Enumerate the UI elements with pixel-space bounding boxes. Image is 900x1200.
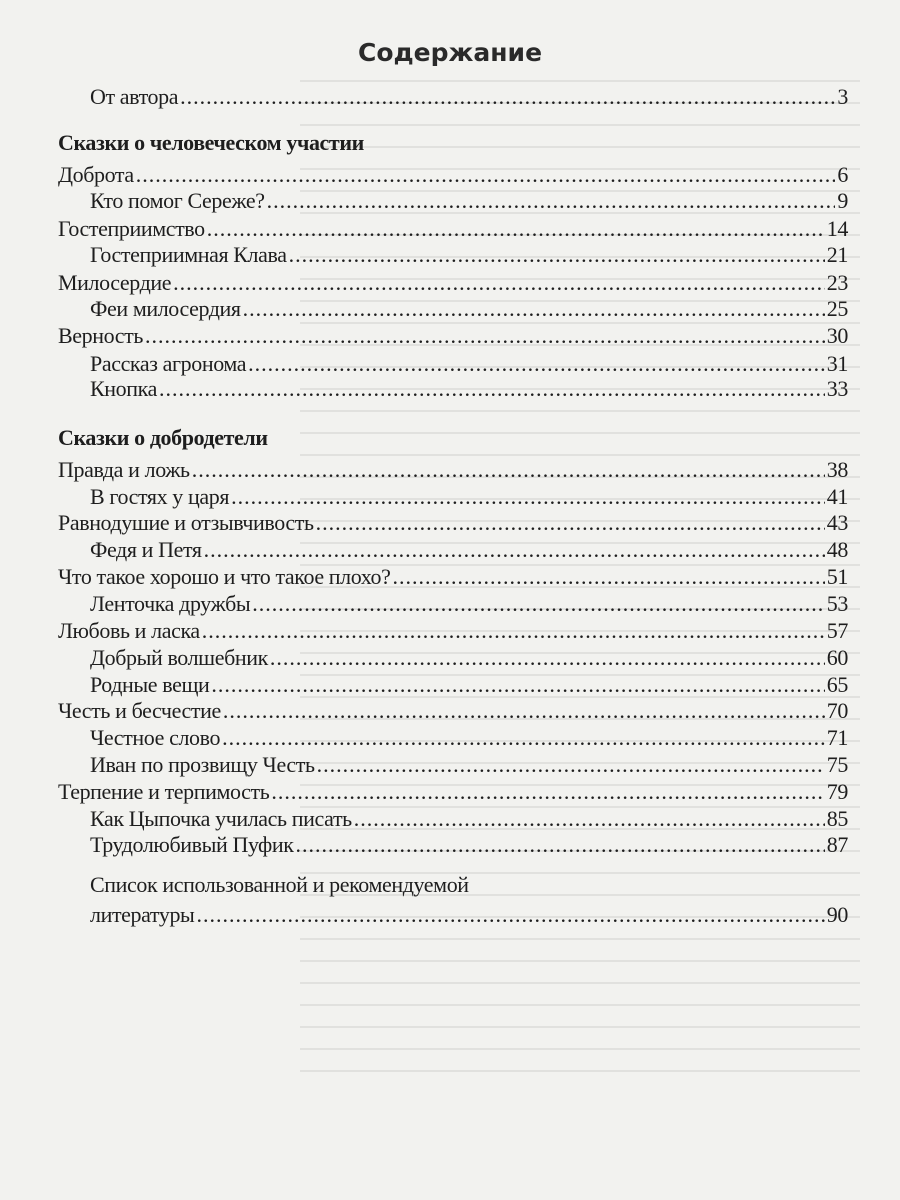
- entry-label: Любовь и ласка: [58, 618, 200, 643]
- entry-page: 75: [826, 752, 848, 777]
- dot-leader: [289, 242, 825, 268]
- toc-entry[interactable]: [90, 672, 848, 700]
- page-title: Содержание: [357, 38, 543, 67]
- dot-leader: [204, 537, 825, 563]
- entry-page: 48: [826, 537, 848, 562]
- entry-label: От автора: [90, 84, 179, 109]
- entry-page: 65: [826, 672, 848, 697]
- toc-entry[interactable]: [90, 832, 848, 860]
- entry-page: 6: [837, 162, 848, 187]
- toc-entry[interactable]: [90, 591, 848, 619]
- entry-page: 87: [826, 832, 848, 857]
- toc-entry[interactable]: [58, 510, 848, 538]
- bibliography-label-line1: Список использованной и рекомендуемой: [90, 872, 469, 897]
- toc-entry[interactable]: [58, 698, 848, 726]
- entry-page: 60: [826, 645, 848, 670]
- entry-page: 43: [826, 510, 848, 535]
- entry-page: 53: [826, 591, 848, 616]
- toc-entry[interactable]: [90, 376, 848, 404]
- dot-leader: [180, 84, 835, 110]
- toc-entry[interactable]: [90, 242, 848, 270]
- dot-leader: [223, 698, 825, 724]
- toc-entry[interactable]: [90, 188, 848, 216]
- entry-page: 30: [826, 323, 848, 348]
- entry-label: Феи милосердия: [90, 296, 241, 321]
- dot-leader: [317, 752, 825, 778]
- entry-page: 38: [826, 457, 848, 482]
- entry-page: 3: [837, 84, 848, 109]
- entry-page: 9: [837, 188, 848, 213]
- toc-entry[interactable]: [90, 645, 848, 673]
- entry-page: 71: [826, 725, 848, 750]
- toc-entry[interactable]: [58, 618, 848, 646]
- toc-entry[interactable]: [58, 323, 848, 351]
- entry-label: Честь и бесчестие: [58, 698, 221, 723]
- toc-entry[interactable]: [90, 351, 848, 379]
- dot-leader: [271, 779, 824, 805]
- entry-label: Добрый волшебник: [90, 645, 268, 670]
- entry-label: Доброта: [58, 162, 134, 187]
- entry-label: Как Цыпочка училась писать: [90, 806, 352, 831]
- entry-page: 25: [826, 296, 848, 321]
- toc-entry[interactable]: [90, 537, 848, 565]
- entry-label: Милосердие: [58, 270, 172, 295]
- toc-entry[interactable]: [90, 725, 848, 753]
- dot-leader: [267, 188, 836, 214]
- dot-leader: [316, 510, 825, 536]
- entry-label: Равнодушие и отзывчивость: [58, 510, 314, 535]
- dot-leader: [192, 457, 825, 483]
- dot-leader: [243, 296, 825, 322]
- dot-leader: [196, 902, 824, 928]
- toc-entry[interactable]: [90, 84, 848, 112]
- toc-entry[interactable]: [58, 457, 848, 485]
- entry-page: 70: [826, 698, 848, 723]
- entry-label: Иван по прозвищу Честь: [90, 752, 315, 777]
- section-heading: Сказки о человеческом участии: [58, 130, 364, 155]
- entry-page: 21: [826, 242, 848, 267]
- entry-page: 31: [826, 351, 848, 376]
- toc-entry-bibliography[interactable]: [90, 902, 848, 930]
- dot-leader: [393, 564, 825, 590]
- entry-page: 23: [826, 270, 848, 295]
- dot-leader: [248, 351, 825, 377]
- entry-label: Ленточка дружбы: [90, 591, 251, 616]
- dot-leader: [145, 323, 825, 349]
- dot-leader: [222, 725, 825, 751]
- entry-label: Правда и ложь: [58, 457, 190, 482]
- entry-label: Гостеприимство: [58, 216, 205, 241]
- entry-page: 41: [826, 484, 848, 509]
- toc-entry[interactable]: [58, 564, 848, 592]
- dot-leader: [159, 376, 825, 402]
- toc-entry[interactable]: [58, 216, 848, 244]
- toc-entry[interactable]: [58, 779, 848, 807]
- entry-page: 51: [826, 564, 848, 589]
- dot-leader: [136, 162, 836, 188]
- dot-leader: [231, 484, 825, 510]
- entry-label: Терпение и терпимость: [58, 779, 270, 804]
- toc-entry[interactable]: [90, 296, 848, 324]
- entry-page: 33: [826, 376, 848, 401]
- dot-leader: [202, 618, 825, 644]
- entry-label: Рассказ агронома: [90, 351, 247, 376]
- entry-label: Кто помог Сереже?: [90, 188, 265, 213]
- entry-label: Родные вещи: [90, 672, 210, 697]
- toc-entry[interactable]: [90, 806, 848, 834]
- entry-label: Честное слово: [90, 725, 221, 750]
- toc-entry[interactable]: [90, 752, 848, 780]
- entry-page: 85: [826, 806, 848, 831]
- entry-label: Верность: [58, 323, 143, 348]
- toc-entry[interactable]: [90, 484, 848, 512]
- toc-entry[interactable]: [58, 162, 848, 190]
- entry-page: 14: [826, 216, 848, 241]
- entry-label: Кнопка: [90, 376, 157, 401]
- dot-leader: [270, 645, 825, 671]
- entry-label: Что такое хорошо и что такое плохо?: [58, 564, 391, 589]
- dot-leader: [296, 832, 825, 858]
- entry-label: Федя и Петя: [90, 537, 202, 562]
- dot-leader: [173, 270, 825, 296]
- entry-page: 90: [826, 902, 848, 927]
- dot-leader: [354, 806, 825, 832]
- entry-label: В гостях у царя: [90, 484, 230, 509]
- entry-label: литературы: [90, 902, 195, 927]
- section-heading: Сказки о добродетели: [58, 425, 268, 450]
- dot-leader: [207, 216, 825, 242]
- toc-entry[interactable]: [58, 270, 848, 298]
- entry-page: 79: [826, 779, 848, 804]
- entry-page: 57: [826, 618, 848, 643]
- entry-label: Гостеприимная Клава: [90, 242, 287, 267]
- dot-leader: [211, 672, 824, 698]
- entry-label: Трудолюбивый Пуфик: [90, 832, 294, 857]
- dot-leader: [252, 591, 825, 617]
